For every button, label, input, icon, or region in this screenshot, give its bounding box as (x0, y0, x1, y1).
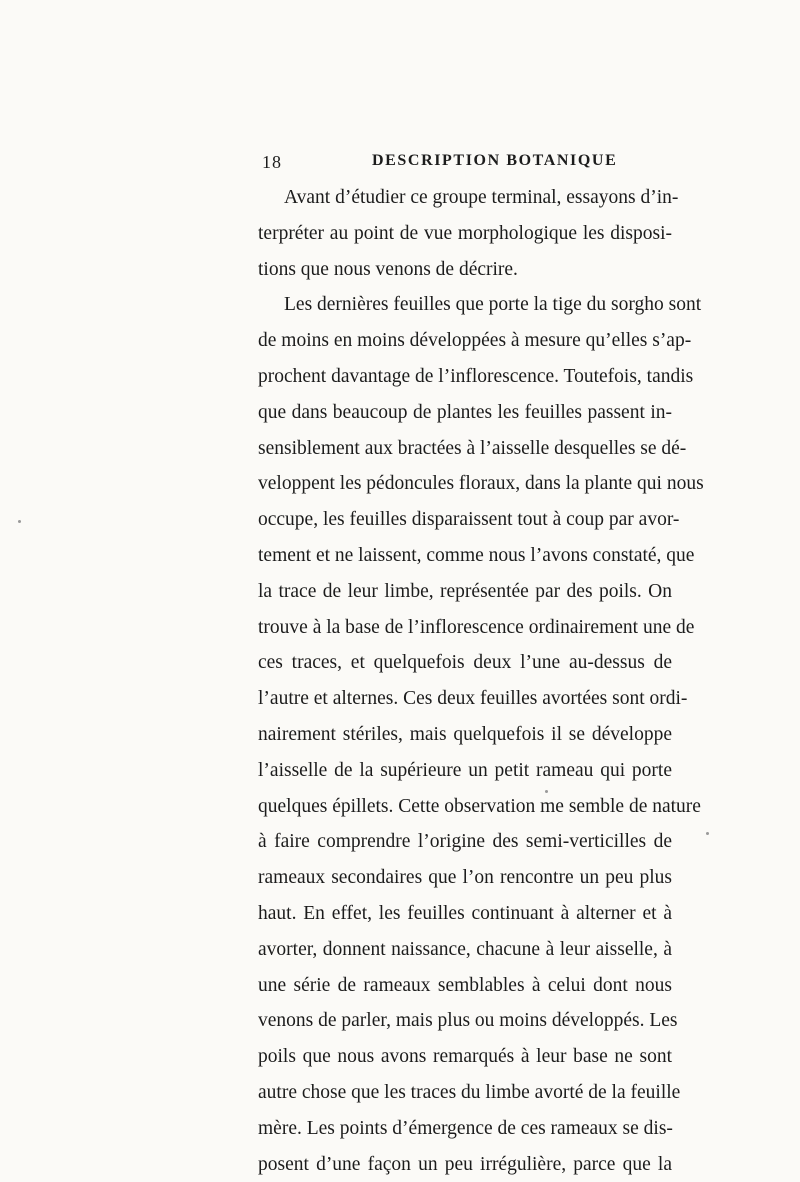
text-line: de moins en moins développées à mesure qu’elles s’ap- (258, 330, 692, 352)
text-line: tions que nous venons de décrire. (258, 258, 518, 280)
text-line: mère. Les points d’émergence de ces rameaux se dis- (258, 1117, 673, 1139)
paper-speck (545, 790, 548, 793)
text-line: terpréter au point de vue morphologique les disposi- (258, 222, 672, 244)
text-line: venons de parler, mais plus ou moins développés. Les (258, 1010, 678, 1032)
text-line: tement et ne laissent, comme nous l’avons constaté, que (258, 544, 695, 566)
text-line: trouve à la base de l’inflorescence ordinairement une de (258, 616, 695, 638)
text-line: veloppent les pédoncules floraux, dans la plante qui nous (258, 473, 704, 495)
text-line: poils que nous avons remarqués à leur base ne sont (258, 1046, 672, 1068)
text-line: avorter, donnent naissance, chacune à leur aisselle, à (258, 938, 672, 960)
text-line: posent d’une façon un peu irrégulière, parce que la (258, 1153, 672, 1175)
text-line: ces traces, et quelquefois deux l’une au-dessus de (258, 652, 672, 674)
text-line: haut. En effet, les feuilles continuant à alterner et à (258, 902, 672, 924)
paper-speck (706, 832, 709, 835)
text-line: nairement stériles, mais quelquefois il se développe (258, 723, 672, 745)
text-line: à faire comprendre l’origine des semi-verticilles de (258, 831, 672, 853)
text-line: l’autre et alternes. Ces deux feuilles avortées sont ordi- (258, 688, 688, 710)
text-line: la trace de leur limbe, représentée par des poils. On (258, 580, 672, 602)
running-head: DESCRIPTION BOTANIQUE (372, 152, 618, 169)
text-line: prochent davantage de l’inflorescence. Toutefois, tandis (258, 365, 694, 387)
text-line: l’aisselle de la supérieure un petit rameau qui porte (258, 759, 672, 781)
text-line: Avant d’étudier ce groupe terminal, essayons d’in- (284, 187, 679, 208)
text-line: Les dernières feuilles que porte la tige du sorgho sont (284, 294, 702, 316)
text-line: autre chose que les traces du limbe avorté de la feuille (258, 1081, 681, 1103)
text-line: que dans beaucoup de plantes les feuilles passent in- (258, 401, 672, 423)
text-line: sensiblement aux bractées à l’aisselle desquelles se dé- (258, 437, 687, 459)
text-line: une série de rameaux semblables à celui dont nous (258, 974, 672, 996)
page-number: 18 (262, 152, 282, 172)
body-text (258, 180, 704, 1182)
text-line: occupe, les feuilles disparaissent tout à coup par avor- (258, 509, 680, 531)
text-line: quelques épillets. Cette observation me semble de nature (258, 795, 701, 817)
text-line: rameaux secondaires que l’on rencontre un peu plus (258, 867, 672, 889)
paper-speck (18, 520, 21, 523)
